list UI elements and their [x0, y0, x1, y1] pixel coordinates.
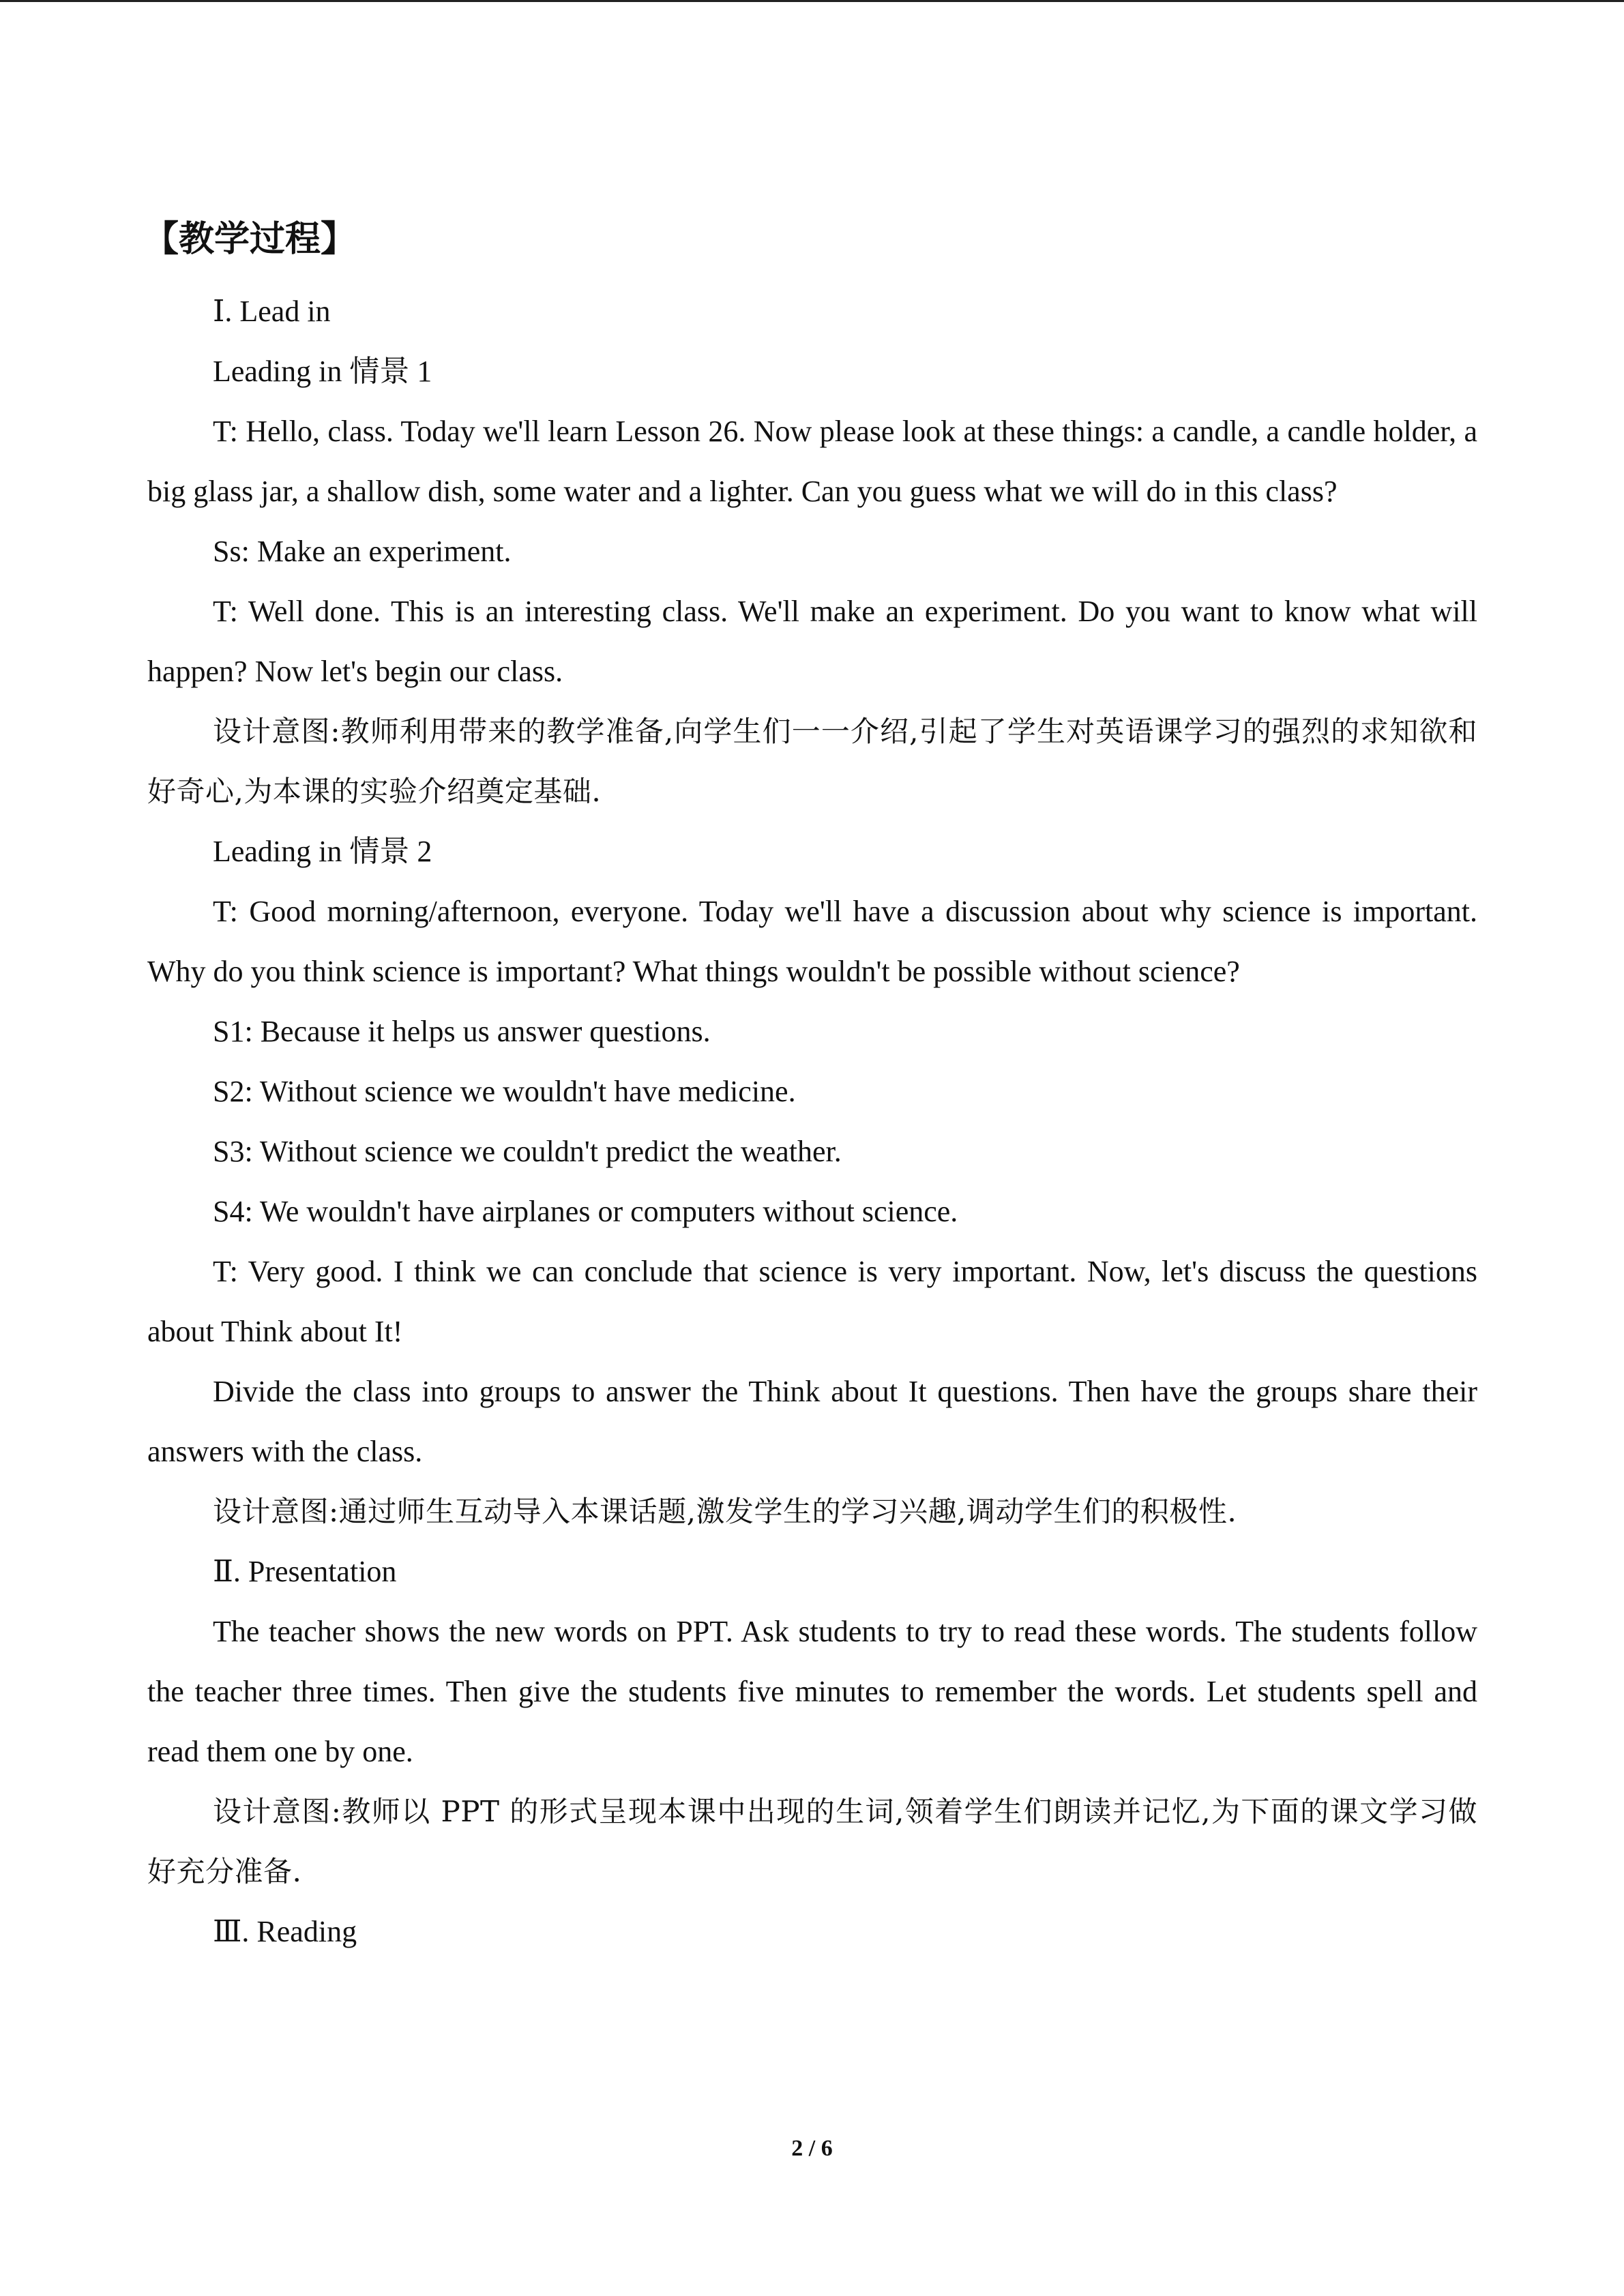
- presentation-design-intent: 设计意图:教师以 PPT 的形式呈现本课中出现的生词,领着学生们朗读并记忆,为下面的课文学习做好充分准备.: [147, 1795, 1477, 1888]
- scene-2-teacher: T: Good morning/afternoon, everyone. Today we'll have a discussion about why science is important. Why do you think science is important? What things wouldn't be possible without science?: [147, 895, 1477, 988]
- scene-2-s2: S2: Without science we wouldn't have medicine.: [213, 1075, 796, 1108]
- scene-1-design-intent: 设计意图:教师利用带来的教学准备,向学生们一一介绍,引起了学生对英语课学习的强烈的求知欲和好奇心,为本课的实验介绍奠定基础.: [147, 715, 1477, 808]
- section-title: 【教学过程】: [143, 219, 357, 260]
- page-content: [143, 207, 1477, 1962]
- scene-1-teacher-2: T: Well done. This is an interesting class. We'll make an experiment. Do you want to know what will happen? Now let's begin our class.: [147, 595, 1477, 688]
- scene-2-teacher-2: T: Very good. I think we can conclude that science is very important. Now, let's discuss the questions about Think about It!: [147, 1255, 1477, 1348]
- reading-heading: Ⅲ. Reading: [213, 1915, 357, 1948]
- lead-in-heading: Ⅰ. Lead in: [213, 295, 331, 328]
- presentation-body: The teacher shows the new words on PPT. Ask students to try to read these words. The students follow the teacher three times. Then give the students five minutes to remember the words. Let students spell and read them one by one.: [147, 1615, 1477, 1768]
- scene-2-label: Leading in 情景 2: [213, 835, 432, 868]
- scene-1-label: Leading in 情景 1: [213, 355, 432, 388]
- page-number: 2 / 6: [791, 2136, 833, 2161]
- scene-2-s3: S3: Without science we couldn't predict the weather.: [213, 1135, 842, 1168]
- presentation-heading: Ⅱ. Presentation: [213, 1555, 397, 1588]
- scene-2-design-intent: 设计意图:通过师生互动导入本课话题,激发学生的学习兴趣,调动学生们的积极性.: [213, 1495, 1237, 1528]
- scene-1-students: Ss: Make an experiment.: [213, 535, 512, 568]
- scene-2-groups: Divide the class into groups to answer the Think about It questions. Then have the groups share their answers with the class.: [147, 1375, 1477, 1468]
- scene-2-s4: S4: We wouldn't have airplanes or computers without science.: [213, 1195, 958, 1228]
- scene-1-teacher: T: Hello, class. Today we'll learn Lesson 26. Now please look at these things: a candle, a candle holder, a big glass jar, a shallow dish, some water and a lighter. Can you guess what we will do in this class?: [147, 415, 1477, 508]
- scene-2-s1: S1: Because it helps us answer questions.: [213, 1015, 711, 1048]
